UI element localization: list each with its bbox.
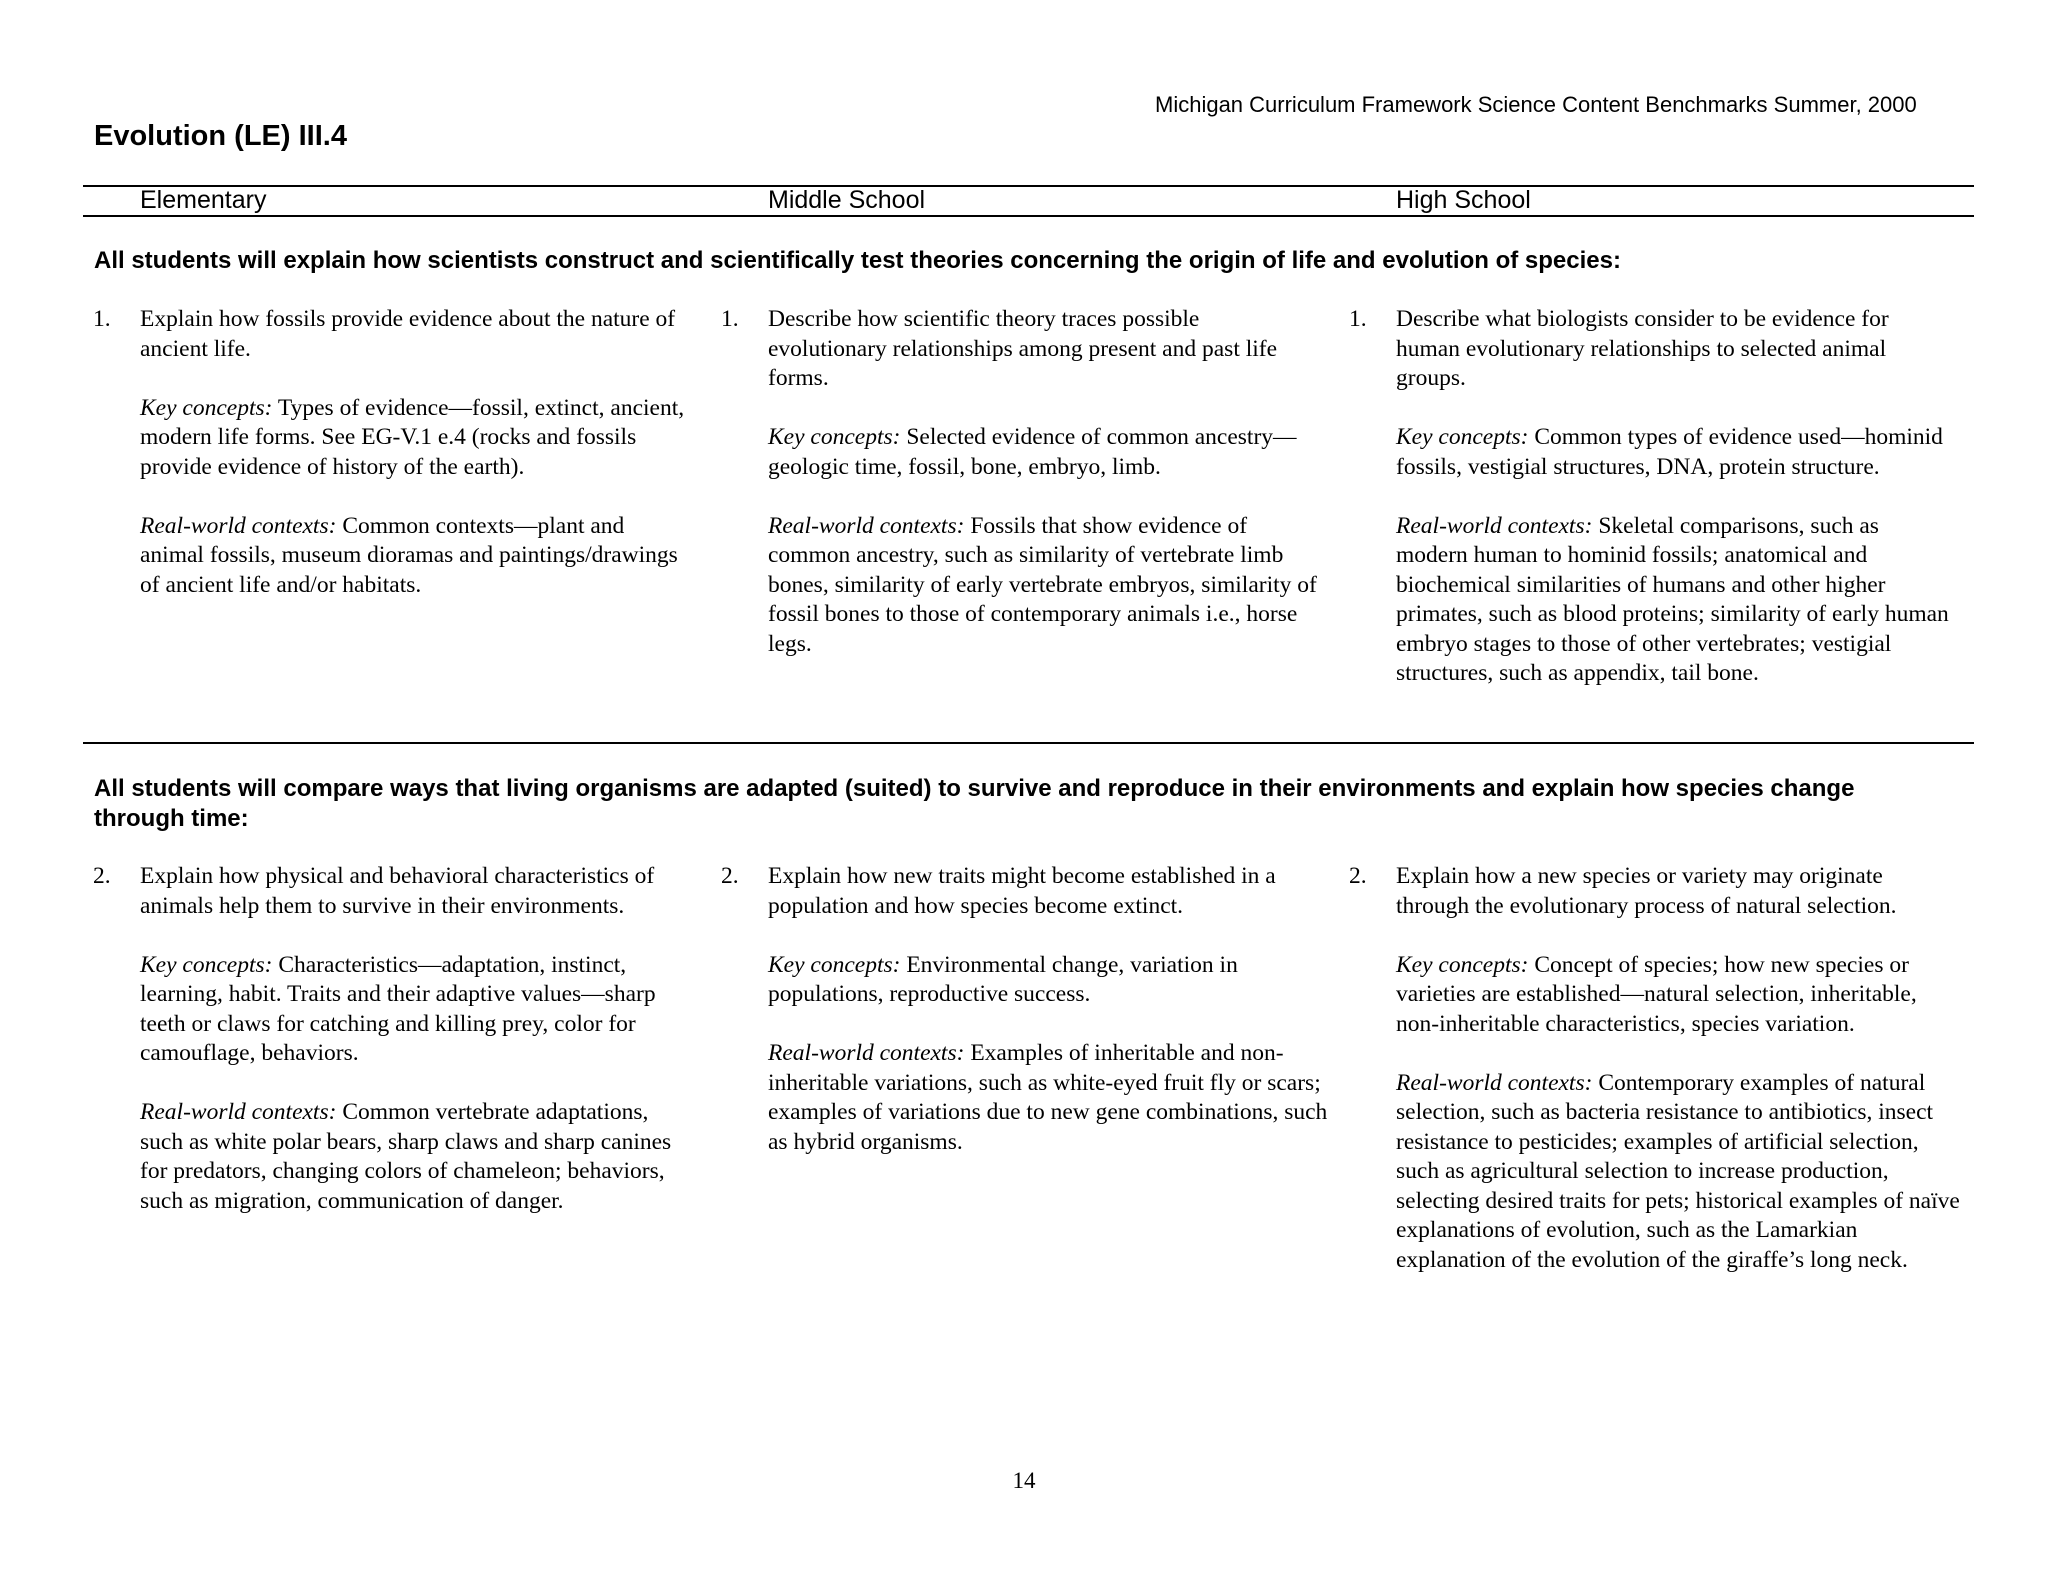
benchmark-number: 2. [1349, 863, 1367, 889]
real-world-contexts-label: Real-world contexts: [1396, 1069, 1593, 1096]
key-concepts [768, 423, 1318, 482]
real-world-contexts [768, 1039, 1328, 1157]
column-header-high-school: High School [1396, 186, 1531, 214]
key-concepts-label: Key concepts: [140, 394, 273, 421]
real-world-contexts [1396, 1069, 1961, 1276]
key-concepts-text: Concept of species; how new species or varieties are established—natural selection, inheritable, non-inheritable characteristics, species variation. [1396, 951, 1917, 1037]
key-concepts-text: Common types of evidence used—hominid fossils, vestigial structures, DNA, protein structure. [1396, 424, 1943, 480]
key-concepts [768, 951, 1328, 1010]
benchmark-number: 1. [93, 306, 111, 332]
benchmark-text: Describe how scientific theory traces possible evolutionary relationships among present and past life forms. [768, 306, 1278, 391]
key-concepts-text: Types of evidence—fossil, extinct, ancient, modern life forms. See EG-V.1 e.4 (rocks and fossils provide evidence of history of the earth). [140, 394, 685, 480]
key-concepts [140, 951, 685, 1069]
section-2-heading: All students will compare ways that living organisms are adapted (suited) to survive and reproduce in their environments and explain how species change through time: [94, 775, 1855, 832]
benchmark-elementary-1 [93, 305, 685, 600]
benchmark-text: Explain how a new species or variety may originate through the evolutionary process of natural selection. [1396, 863, 1897, 919]
header-bottom-rule [83, 215, 1974, 217]
benchmark-high-school-1 [1349, 305, 1956, 689]
benchmark-middle-school-1 [721, 305, 1318, 659]
key-concepts-text: Selected evidence of common ancestry—geologic time, fossil, bone, embryo, limb. [768, 424, 1297, 480]
key-concepts [1396, 423, 1956, 482]
real-world-contexts-label: Real-world contexts: [768, 512, 965, 539]
real-world-contexts-label: Real-world contexts: [140, 512, 337, 539]
real-world-contexts-text: Common vertebrate adaptations, such as white polar bears, sharp claws and sharp canines for predators, changing colors of chameleon; behaviors, such as migration, communication of danger. [140, 1099, 672, 1214]
real-world-contexts [1396, 512, 1956, 689]
key-concepts-text: Characteristics—adaptation, instinct, learning, habit. Traits and their adaptive values—sharp teeth or claws for catching and killing prey, color for camouflage, behaviors. [140, 951, 656, 1066]
page-number: 14 [1012, 1468, 1036, 1493]
benchmark-high-school-2 [1349, 862, 1961, 1275]
column-header-middle-school: Middle School [768, 186, 926, 214]
benchmark-text: Describe what biologists consider to be evidence for human evolutionary relationships to selected animal groups. [1396, 306, 1889, 391]
header-top-rule [83, 185, 1974, 187]
real-world-contexts-label: Real-world contexts: [140, 1099, 337, 1125]
benchmark-elementary-2 [93, 862, 685, 1216]
benchmark-text: Explain how fossils provide evidence about the nature of ancient life. [140, 306, 676, 362]
benchmark-number: 2. [93, 863, 111, 889]
framework-caption: Michigan Curriculum Framework Science Content Benchmarks Summer, 2000 [1155, 92, 1917, 117]
key-concepts-label: Key concepts: [768, 951, 901, 978]
benchmark-middle-school-2 [721, 862, 1328, 1157]
benchmark-number: 1. [721, 306, 739, 332]
key-concepts-text: Environmental change, variation in populations, reproductive success. [768, 951, 1238, 1007]
key-concepts [140, 394, 685, 483]
key-concepts-label: Key concepts: [768, 424, 901, 450]
key-concepts-label: Key concepts: [140, 951, 273, 978]
real-world-contexts-label: Real-world contexts: [768, 1040, 965, 1066]
real-world-contexts [768, 512, 1318, 660]
benchmark-number: 1. [1349, 306, 1367, 332]
section-divider-rule [83, 742, 1974, 744]
real-world-contexts-label: Real-world contexts: [1396, 512, 1593, 539]
real-world-contexts-text: Contemporary examples of natural selection, such as bacteria resistance to antibiotics, insect resistance to pesticides; examples of artificial selection, such as agricultural selection to increase production, selecting desired traits for pets; historical examples of naïve explanations of evolution, such as the Lamarkian explanation of the evolution of the giraffe’s long neck. [1396, 1069, 1960, 1273]
benchmark-text: Explain how physical and behavioral characteristics of animals help them to survive in their environments. [140, 863, 655, 919]
benchmark-text: Explain how new traits might become established in a population and how species become extinct. [768, 863, 1276, 919]
page-title: Evolution (LE) III.4 [94, 120, 347, 152]
real-world-contexts-text: Skeletal comparisons, such as modern human to hominid fossils; anatomical and biochemical similarities of humans and other higher primates, such as blood proteins; similarity of early human embryo stages to those of other vertebrates; vestigial structures, such as appendix, tail bone. [1396, 512, 1949, 686]
real-world-contexts-text: Fossils that show evidence of common ancestry, such as similarity of vertebrate limb bones, similarity of early vertebrate embryos, similarity of fossil bones to those of contemporary animals i.e., horse legs. [768, 512, 1317, 657]
key-concepts-label: Key concepts: [1396, 951, 1529, 978]
real-world-contexts-text: Common contexts—plant and animal fossils, museum dioramas and paintings/drawings of ancient life and/or habitats. [140, 512, 678, 598]
key-concepts [1396, 951, 1961, 1040]
real-world-contexts [140, 512, 685, 601]
section-1-heading: All students will explain how scientists construct and scientifically test theories concerning the origin of life and evolution of species: [94, 247, 1621, 274]
real-world-contexts-text: Examples of inheritable and non-inheritable variations, such as white-eyed fruit fly or scars; examples of variations due to new gene combinations, such as hybrid organisms. [768, 1040, 1328, 1155]
key-concepts-label: Key concepts: [1396, 424, 1529, 450]
real-world-contexts [140, 1098, 685, 1216]
column-header-elementary: Elementary [140, 186, 267, 214]
benchmark-number: 2. [721, 863, 739, 889]
